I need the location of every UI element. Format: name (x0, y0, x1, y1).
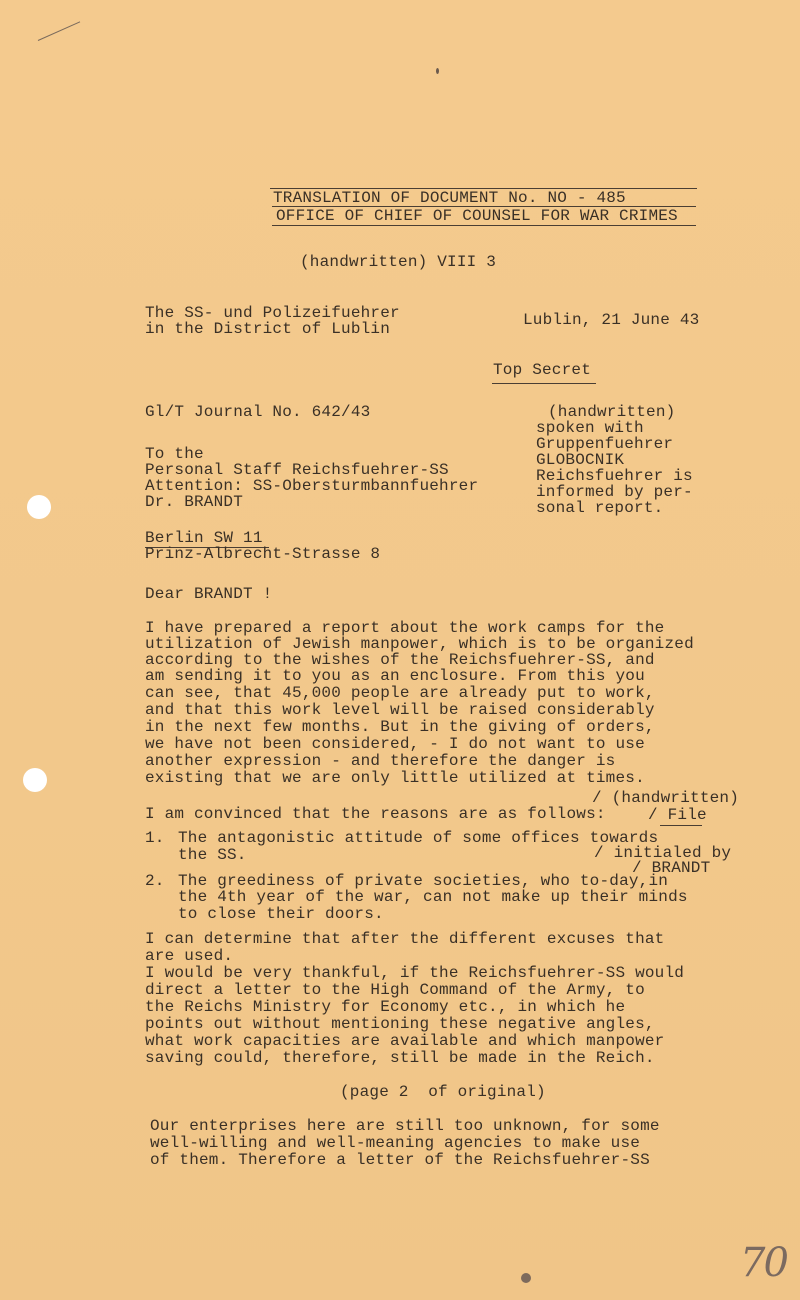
body-line: existing that we are only little utilized at times. (145, 769, 645, 787)
body-line: Our enterprises here are still too unknown, for some (150, 1117, 660, 1135)
body-line: direct a letter to the High Command of the Army, to (145, 981, 645, 999)
body-line: and that this work level will be raised considerably (145, 701, 655, 719)
doc-title: TRANSLATION OF DOCUMENT No. NO - 485 (273, 189, 626, 207)
journal-number: Gl/T Journal No. 642/43 (145, 403, 371, 421)
body-line: utilization of Jewish manpower, which is to be organized (145, 635, 694, 653)
margin-note-file: / File (648, 806, 707, 824)
body-line: are used. (145, 947, 234, 965)
page-marker: (page 2 of original) (340, 1083, 546, 1101)
margin-note-handwritten: / (handwritten) (592, 789, 740, 807)
body-line: points out without mentioning these negative angles, (145, 1015, 655, 1033)
sender-line-1: The SS- und Polizeifuehrer (145, 304, 400, 322)
salutation: Dear BRANDT ! (145, 585, 273, 603)
side-note-line: (handwritten) (548, 403, 676, 421)
side-note-line: informed by per- (536, 483, 693, 501)
body-line: am sending it to you as an enclosure. From this you (145, 667, 645, 685)
body-line: according to the wishes of the Reichsfuehrer-SS, and (145, 651, 655, 669)
body-line: I can determine that after the different excuses that (145, 930, 665, 948)
reason-line: the SS. (178, 846, 247, 864)
doc-office: OFFICE OF CHIEF OF COUNSEL FOR WAR CRIMES (276, 207, 678, 225)
paper-speck (436, 68, 439, 74)
side-note-line: sonal report. (536, 499, 664, 517)
classification-rule (492, 383, 596, 384)
body-line: another expression - and therefore the danger is (145, 752, 616, 770)
side-note-line: Gruppenfuehrer (536, 435, 674, 453)
body-line: of them. Therefore a letter of the Reichsfuehrer-SS (150, 1151, 650, 1169)
body-line: saving could, therefore, still be made in the Reich. (145, 1049, 655, 1067)
address-line-2: Prinz-Albrecht-Strasse 8 (145, 545, 381, 563)
reason-number: 1. (145, 829, 165, 847)
file-underline (660, 825, 702, 826)
margin-note-initialed: / initialed by (594, 844, 732, 862)
body-line: what work capacities are available and which manpower (145, 1032, 665, 1050)
body-line: well-willing and well-meaning agencies to make use (150, 1134, 641, 1152)
handwritten-page-number: 70 (740, 1240, 787, 1286)
body-line: the Reichs Ministry for Economy etc., in which he (145, 998, 626, 1016)
side-note-line: Reichsfuehrer is (536, 467, 693, 485)
side-note-line: spoken with (536, 419, 644, 437)
pencil-stroke (38, 21, 80, 41)
sender-line-2: in the District of Lublin (145, 320, 391, 338)
recipient-line: Personal Staff Reichsfuehrer-SS (145, 461, 449, 479)
body-line: we have not been considered, - I do not want to use (145, 735, 645, 753)
paper-speck (521, 1273, 531, 1283)
body-line: I have prepared a report about the work camps for the (145, 619, 665, 637)
classification: Top Secret (493, 361, 592, 379)
margin-note-brandt: / BRANDT (632, 859, 711, 877)
body-line: in the next few months. But in the giving of orders, (145, 718, 655, 736)
place-date: Lublin, 21 June 43 (523, 311, 700, 329)
punch-hole (27, 495, 51, 519)
recipient-line: Attention: SS-Obersturmbannfuehrer (145, 477, 479, 495)
body-line: can see, that 45,000 people are already put to work, (145, 684, 655, 702)
reason-line: The greediness of private societies, who to-day,in (178, 872, 669, 890)
handwritten-mark: (handwritten) VIII 3 (300, 253, 497, 271)
reason-number: 2. (145, 872, 165, 890)
punch-hole (23, 768, 47, 792)
reason-line: to close their doors. (178, 905, 384, 923)
recipient-line: Dr. BRANDT (145, 493, 244, 511)
convinced-line: I am convinced that the reasons are as follows: (145, 805, 606, 823)
header-rule-bottom (272, 225, 696, 226)
recipient-line: To the (145, 445, 204, 463)
address-line-1: Berlin SW 11 (145, 529, 263, 547)
side-note-line: GLOBOCNIK (536, 451, 625, 469)
reason-line: The antagonistic attitude of some offices towards (178, 829, 659, 847)
body-line: I would be very thankful, if the Reichsfuehrer-SS would (145, 964, 685, 982)
reason-line: the 4th year of the war, can not make up their minds (178, 888, 688, 906)
